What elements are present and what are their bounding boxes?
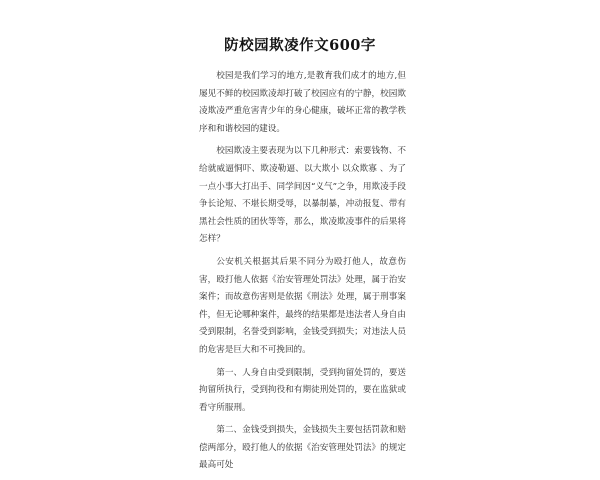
paragraph-3: 公安机关根据其后果不同分为殴打他人，故意伤害，殴打他人依据《治安管理处罚法》处理，属于治安案件；而故意伤害则是依据《刑法》处理，属于刑事案件，但无论哪种案件，最终的结果都是违法者人身自由受到限制，名誉受到影响，金钱受到损失；对违法人员的危害是巨大和不可挽回的。 bbox=[199, 256, 406, 355]
paragraph-2: 校园欺凌主要表现为以下几种形式：索要钱物、不给就威逼恫吓、欺凌勒逼、以大欺小 以众欺寡 、为了一点小事大打出手、同学间因“义气”之争，用欺凌手段争长论短、不堪长期受辱，以暴制暴，冲动报复、带有黑社会性质的团伙等等，那么，欺凌欺凌事件的后果将怎样？ bbox=[199, 146, 406, 245]
paragraph-1: 校园是我们学习的地方,是教育我们成才的地方,但屡见不鲜的校园欺凌却打破了校园应有的宁静，校园欺凌欺凌严重危害青少年的身心健康，破坏正常的教学秩序和和谐校园的建设。 bbox=[199, 71, 406, 134]
paragraph-5: 第二、金钱受到损失，金钱损失主要包括罚款和赔偿两部分，殴打他人的依据《治安管理处罚法》的规定最高可处 bbox=[199, 425, 406, 471]
document-title: 防校园欺凌作文600字 bbox=[224, 37, 376, 54]
paragraph-4: 第一、人身自由受到限制，受到拘留处罚的，要送拘留所执行，受到拘役和有期徒刑处罚的，要在监狱或看守所服刑。 bbox=[199, 367, 406, 413]
document-body bbox=[199, 68, 406, 480]
